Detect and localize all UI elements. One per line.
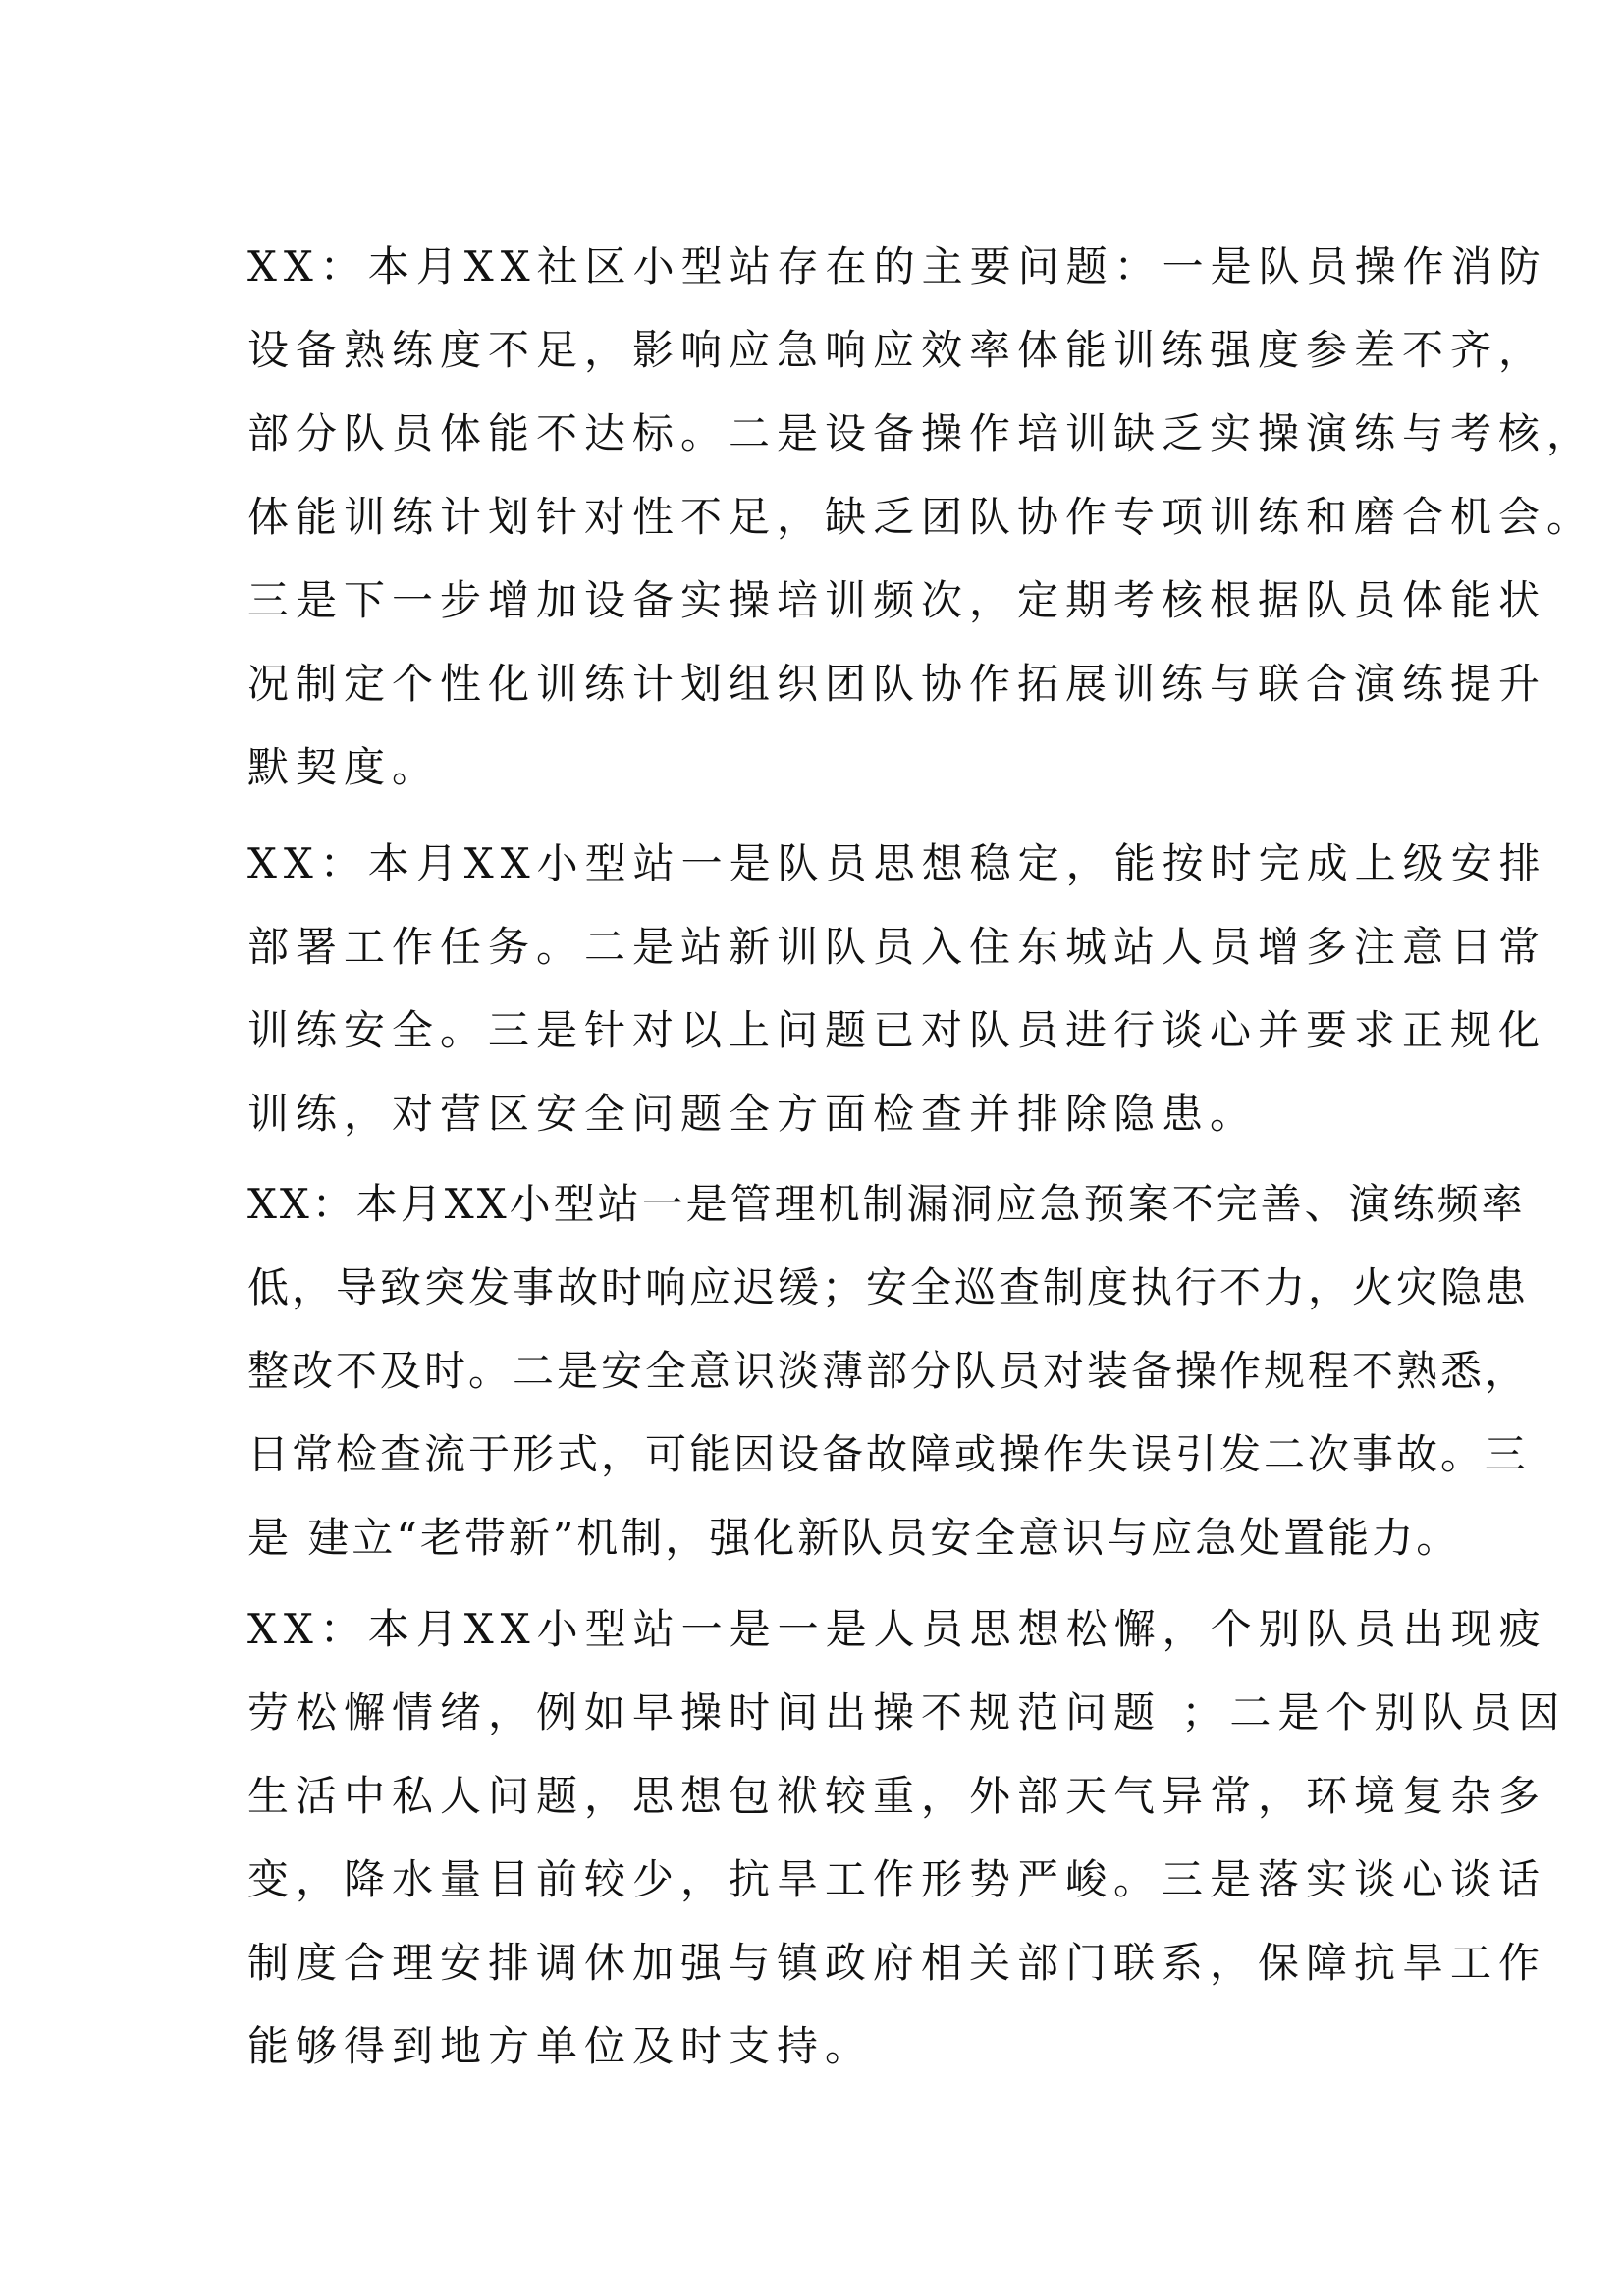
paragraph-line: 三是下一步增加设备实操培训频次，定期考核根据队员体能状 — [247, 576, 1547, 624]
paragraph-line: 训练安全。三是针对以上问题已对队员进行谈心并要求正规化 — [247, 1006, 1547, 1054]
paragraph-line: 体能训练计划针对性不足，缺乏团队协作专项训练和磨合机会。 — [247, 493, 1596, 541]
paragraph-line: 劳松懈情绪，例如早操时间出操不规范问题 ；二是个别队员因 — [247, 1688, 1567, 1736]
paragraph-line: XX：本月XX小型站一是一是人员思想松懈，个别队员出现疲 — [247, 1605, 1547, 1653]
paragraph-line: 能够得到地方单位及时支持。 — [247, 2022, 874, 2070]
paragraph-line: XX：本月XX小型站一是队员思想稳定，能按时完成上级安排 — [247, 839, 1547, 887]
paragraph-line: 是 建立“老带新”机制，强化新队员安全意识与应急处置能力。 — [247, 1514, 1461, 1562]
paragraph-line: 低，导致突发事故时响应迟缓；安全巡查制度执行不力，火灾隐患 — [247, 1263, 1530, 1311]
paragraph-line: 训练，对营区安全问题全方面检查并排除隐患。 — [247, 1090, 1259, 1138]
paragraph-line: XX：本月XX小型站一是管理机制漏洞应急预案不完善、演练频率 — [247, 1180, 1526, 1228]
paragraph-line: 部署工作任务。二是站新训队员入住东城站人员增多注意日常 — [247, 923, 1547, 971]
paragraph-line: 生活中私人问题，思想包袱较重，外部天气异常，环境复杂多 — [247, 1772, 1547, 1820]
paragraph-line: 设备熟练度不足，影响应急响应效率体能训练强度参差不齐， — [247, 326, 1547, 374]
paragraph-line: 默契度。 — [247, 743, 441, 791]
paragraph-line: 制度合理安排调休加强与镇政府相关部门联系，保障抗旱工作 — [247, 1939, 1547, 1987]
paragraph-line: 况制定个性化训练计划组织团队协作拓展训练与联合演练提升 — [247, 660, 1547, 708]
paragraph-line: 变，降水量目前较少，抗旱工作形势严峻。三是落实谈心谈话 — [247, 1855, 1547, 1903]
paragraph-line: 部分队员体能不达标。二是设备操作培训缺乏实操演练与考核， — [247, 409, 1596, 457]
paragraph-line: 日常检查流于形式，可能因设备故障或操作失误引发二次事故。三 — [247, 1430, 1530, 1478]
paragraph-line: 整改不及时。二是安全意识淡薄部分队员对装备操作规程不熟悉， — [247, 1347, 1530, 1395]
paragraph-line: XX：本月XX社区小型站存在的主要问题：一是队员操作消防 — [247, 242, 1547, 291]
